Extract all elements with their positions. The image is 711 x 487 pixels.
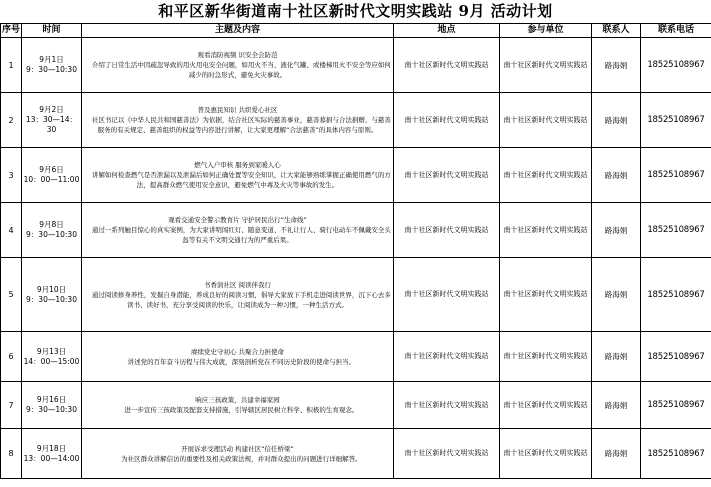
row-place: 南十社区新时代文明实践站 <box>394 148 500 203</box>
row-time-range: 9：30—10:30 <box>26 294 77 304</box>
row-index: 5 <box>1 258 22 332</box>
row-index: 4 <box>1 203 22 258</box>
row-phone: 18525108967 <box>641 382 711 429</box>
row-topic: 普及惠民知识 共织爱心社区 <box>197 106 278 114</box>
row-phone: 18525108967 <box>641 203 711 258</box>
row-content <box>82 382 394 429</box>
row-unit: 南十社区新时代文明实践站 <box>500 382 592 429</box>
row-place: 南十社区新时代文明实践站 <box>394 332 500 382</box>
row-time-range: 9：30—10:30 <box>26 65 77 74</box>
row-content <box>82 148 394 203</box>
row-unit: 南十社区新时代文明实践站 <box>500 148 592 203</box>
row-unit: 南十社区新时代文明实践站 <box>500 93 592 148</box>
row-topic: 燃气入户审核 服务到家暖人心 <box>194 161 281 169</box>
row-time-range: 13：30—14：30 <box>25 115 78 134</box>
row-time <box>22 382 82 429</box>
row-place: 南十社区新时代文明实践站 <box>394 258 500 332</box>
row-place: 南十社区新时代文明实践站 <box>394 382 500 429</box>
row-description: 为社区群众讲解信访的重要性及相关政策法规，并对群众提出的问题进行详细解答。 <box>121 454 362 463</box>
header-phone: 联系电话 <box>641 24 711 38</box>
row-unit: 南十社区新时代文明实践站 <box>500 203 592 258</box>
row-time <box>22 148 82 203</box>
row-date: 9月1日 <box>39 55 64 64</box>
row-contact: 路海娟 <box>592 258 641 332</box>
row-time-range: 14：00—15:00 <box>23 356 80 366</box>
row-index: 2 <box>1 93 22 148</box>
row-contact: 路海娟 <box>592 38 641 93</box>
row-topic: 开展诉求受理活动 构建社区“信任桥梁” <box>181 444 294 453</box>
row-topic: 观看消防视频 识安全会防范 <box>197 51 278 59</box>
row-phone: 18525108967 <box>641 332 711 382</box>
row-time <box>22 93 82 148</box>
row-description: 讲解如何检查燃气是否泄漏以及泄漏后如何正确处置等安全知识，让大家能够熟练掌握正确使用燃气的方法，提高群众燃气使用安全意识，避免燃气中毒及火灾等事故的发生。 <box>91 171 391 189</box>
row-description: 通过一系列触目惊心的真实案例，为大家讲明闯红灯、随意变道、不礼让行人、骑行电动车不佩戴安全头盔等有关不文明交通行为的严重后果。 <box>91 226 391 244</box>
row-index: 7 <box>1 382 22 429</box>
row-topic: 赓续党史守初心 共聚合力担使命 <box>190 347 285 356</box>
row-phone: 18525108967 <box>641 148 711 203</box>
row-place: 南十社区新时代文明实践站 <box>394 429 500 479</box>
table-row <box>1 258 711 332</box>
row-unit: 南十社区新时代文明实践站 <box>500 258 592 332</box>
table-row <box>1 148 711 203</box>
row-contact: 路海娟 <box>592 332 641 382</box>
row-time-range: 9：30—10:30 <box>26 230 77 239</box>
row-index: 3 <box>1 148 22 203</box>
row-time <box>22 38 82 93</box>
row-index: 6 <box>1 332 22 382</box>
header-index: 序号 <box>1 24 22 38</box>
row-unit: 南十社区新时代文明实践站 <box>500 38 592 93</box>
row-place: 南十社区新时代文明实践站 <box>394 93 500 148</box>
row-date: 9月10日 <box>36 284 67 294</box>
row-topic: 书香润社区 阅读伴我行 <box>203 280 272 289</box>
row-time <box>22 429 82 479</box>
row-phone: 18525108967 <box>641 38 711 93</box>
row-place: 南十社区新时代文明实践站 <box>394 38 500 93</box>
row-index: 8 <box>1 429 22 479</box>
row-content <box>82 38 394 93</box>
row-time <box>22 332 82 382</box>
row-phone: 18525108967 <box>641 258 711 332</box>
header-participant-unit: 参与单位 <box>500 24 592 38</box>
header-contact: 联系人 <box>592 24 641 38</box>
row-content <box>82 429 394 479</box>
row-date: 9月16日 <box>36 395 67 404</box>
row-date: 9月2日 <box>39 105 64 114</box>
row-description: 通过阅读修身养性，发掘自身潜能，养成良好的阅读习惯，倡导大家放下手机走进阅读世界，沉下心去多读书、读好书，充分享受阅读的快乐，让阅读成为一种习惯，一种生活方式。 <box>91 290 391 309</box>
activity-plan-table <box>0 23 711 479</box>
row-date: 9月6日 <box>39 165 64 174</box>
row-contact: 路海娟 <box>592 148 641 203</box>
row-date: 9月8日 <box>39 220 64 229</box>
row-time-range: 10：00—11:00 <box>23 175 80 184</box>
row-description: 进一步宣传三孩政策及配套支持措施，引导辖区居民树立科学、积极的生育观念。 <box>124 406 359 414</box>
row-time <box>22 258 82 332</box>
row-content <box>82 332 394 382</box>
row-time-range: 9：30—10:30 <box>26 405 77 414</box>
row-time <box>22 203 82 258</box>
row-index: 1 <box>1 38 22 93</box>
table-row <box>1 93 711 148</box>
row-contact: 路海娟 <box>592 93 641 148</box>
row-content <box>82 203 394 258</box>
page-title: 和平区新华街道南十社区新时代文明实践站 9月 活动计划 <box>158 2 553 20</box>
row-time-range: 13：00—14:00 <box>23 453 80 463</box>
row-description: 社区书记以《中华人民共和国慈善法》为依据，结合社区实际的慈善事业，慈善募捐与合法捐赠、与慈善服务的有关规定、慈善组织的权益等内容进行讲解，让大家更理解“合法慈善”的具体内容与原则。 <box>91 116 391 134</box>
header-time: 时间 <box>22 24 82 38</box>
row-topic: 响应三孩政策，共建幸福家园 <box>195 396 280 404</box>
row-contact: 路海娟 <box>592 429 641 479</box>
header-place: 地点 <box>394 24 500 38</box>
row-date: 9月13日 <box>36 346 67 356</box>
row-description: 介绍了日常生活中因疏忽导致的用火用电安全问题，如用火不当、液化气罐、或楼梯用火不安全等应如何减少的时急形式，避免火灾事故。 <box>91 61 391 79</box>
row-topic: 观看交通安全警示教育片 守护居民出行“生命线” <box>168 216 307 224</box>
row-phone: 18525108967 <box>641 429 711 479</box>
table-row <box>1 38 711 93</box>
row-place: 南十社区新时代文明实践站 <box>394 203 500 258</box>
row-unit: 南十社区新时代文明实践站 <box>500 429 592 479</box>
header-topic-content: 主题及内容 <box>82 24 394 38</box>
row-date: 9月18日 <box>36 443 67 453</box>
table-row <box>1 332 711 382</box>
table-row <box>1 203 711 258</box>
row-content <box>82 93 394 148</box>
row-contact: 路海娟 <box>592 203 641 258</box>
row-contact: 路海娟 <box>592 382 641 429</box>
row-description: 讲述党的百年奋斗历程与伟大成就，深刻剖析党在不同历史阶段的使命与担当。 <box>127 357 356 366</box>
table-row <box>1 382 711 429</box>
table-header-row <box>1 24 711 38</box>
row-content <box>82 258 394 332</box>
row-phone: 18525108967 <box>641 93 711 148</box>
row-unit: 南十社区新时代文明实践站 <box>500 332 592 382</box>
table-row <box>1 429 711 479</box>
